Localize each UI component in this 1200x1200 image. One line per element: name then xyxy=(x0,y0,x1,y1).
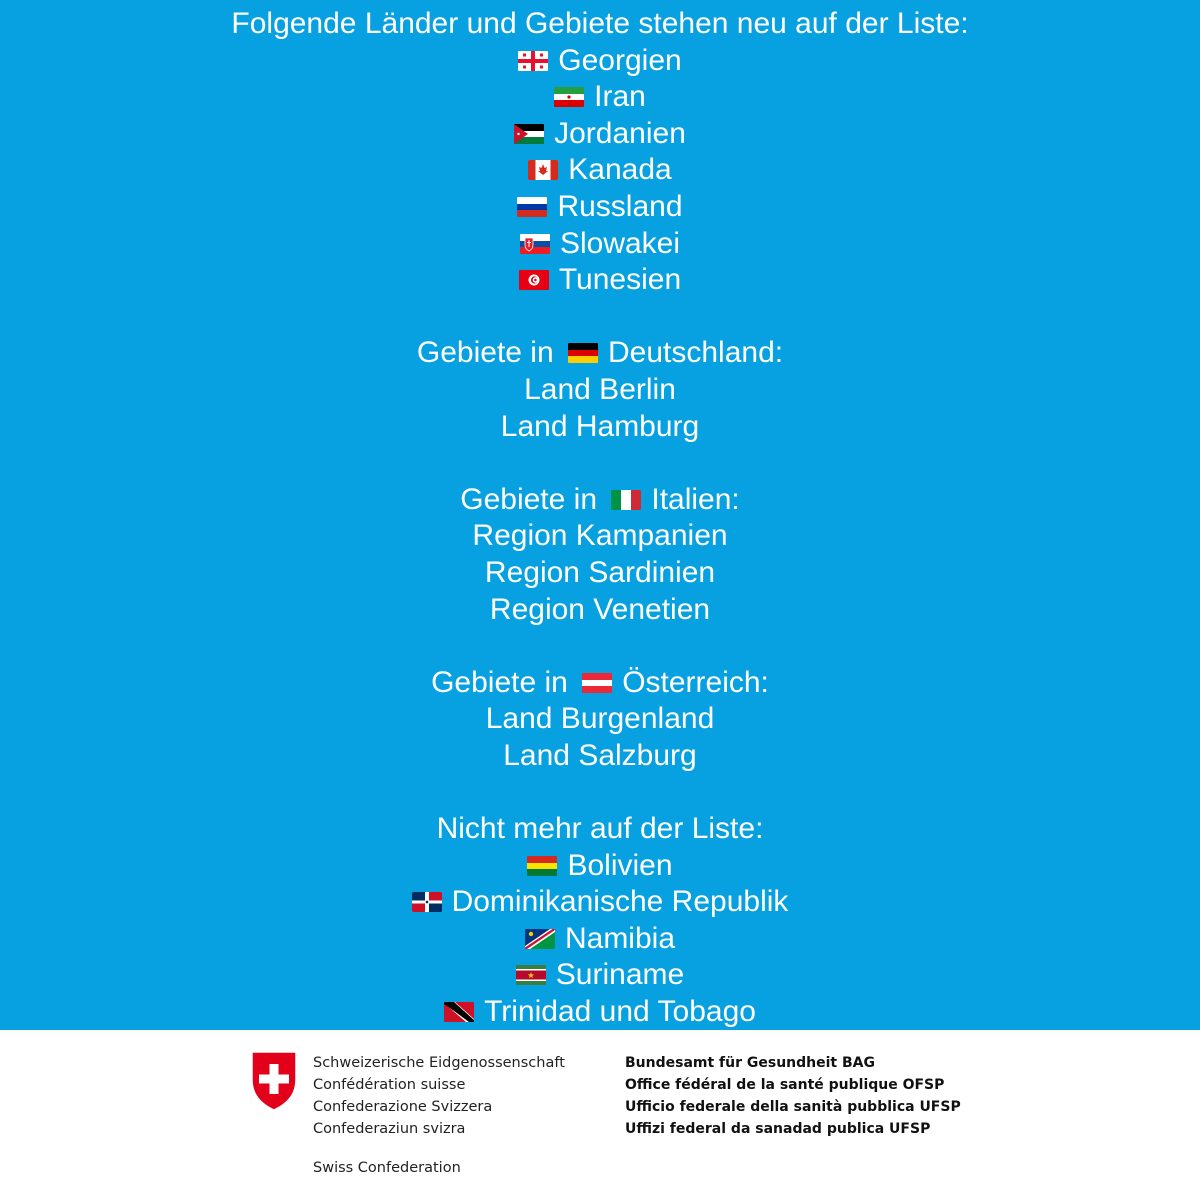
iran-flag-icon xyxy=(554,87,584,107)
country-name: Dominikanische Republik xyxy=(451,885,789,919)
intro-heading: Folgende Länder und Gebiete stehen neu auf der Liste: xyxy=(231,7,969,40)
georgia-flag-icon xyxy=(518,51,548,71)
country-list xyxy=(0,6,1200,1031)
list-item xyxy=(0,79,1200,116)
list-item xyxy=(0,848,1200,885)
list-item xyxy=(0,921,1200,958)
confederation-names xyxy=(313,1052,565,1140)
section-heading-austria xyxy=(0,665,1200,702)
slovakia-flag-icon xyxy=(520,234,550,254)
office-name-de: Bundesamt für Gesundheit BAG xyxy=(625,1055,875,1071)
confederation-name-rm: Confederaziun svizra xyxy=(313,1121,466,1137)
russia-flag-icon xyxy=(517,197,547,217)
canada-flag-icon xyxy=(528,160,558,180)
list-item xyxy=(0,884,1200,921)
dominican-republic-flag-icon xyxy=(412,892,442,912)
list-item xyxy=(0,226,1200,263)
confederation-name-de: Schweizerische Eidgenossenschaft xyxy=(313,1055,565,1071)
list-item xyxy=(0,189,1200,226)
austria-flag-icon xyxy=(582,673,612,693)
namibia-flag-icon xyxy=(525,929,555,949)
bolivia-flag-icon xyxy=(527,856,557,876)
country-name: Slowakei xyxy=(559,226,681,260)
country-name: Bolivien xyxy=(567,848,673,882)
footer xyxy=(0,1030,1200,1200)
spacer xyxy=(0,445,1200,482)
list-item xyxy=(0,262,1200,299)
confederation-name-fr: Confédération suisse xyxy=(313,1077,466,1093)
office-name-it: Ufficio federale della sanità pubblica UFSP xyxy=(625,1099,961,1115)
spacer xyxy=(0,774,1200,811)
list-item: Land Berlin xyxy=(524,372,676,406)
list-item: Region Venetien xyxy=(489,592,711,626)
country-name: Trinidad und Tobago xyxy=(484,995,756,1029)
germany-flag-icon xyxy=(568,343,598,363)
tunisia-flag-icon xyxy=(519,270,549,290)
italy-flag-icon xyxy=(611,490,641,510)
jordan-flag-icon xyxy=(514,124,544,144)
removed-heading: Nicht mehr auf der Liste: xyxy=(436,812,764,846)
list-item: Region Kampanien xyxy=(472,519,728,553)
swiss-confederation-label: Swiss Confederation xyxy=(313,1160,461,1176)
country-name: Suriname xyxy=(555,958,685,992)
suriname-flag-icon xyxy=(516,965,546,985)
spacer xyxy=(0,628,1200,665)
trinidad-and-tobago-flag-icon xyxy=(444,1002,474,1022)
section-prefix: Gebiete in xyxy=(416,336,554,370)
list-item: Land Burgenland xyxy=(485,702,715,736)
section-prefix: Gebiete in xyxy=(460,482,598,516)
list-item xyxy=(0,43,1200,80)
list-item xyxy=(0,957,1200,994)
country-name: Jordanien xyxy=(554,116,686,150)
section-country: Italien: xyxy=(651,482,740,516)
country-name: Russland xyxy=(557,189,683,223)
list-item xyxy=(0,994,1200,1031)
spacer xyxy=(0,299,1200,336)
swiss-coat-of-arms-icon xyxy=(250,1050,298,1112)
list-item: Region Sardinien xyxy=(484,555,716,589)
section-heading-germany xyxy=(0,335,1200,372)
section-country: Deutschland: xyxy=(608,336,784,370)
list-item: Land Hamburg xyxy=(500,409,700,443)
country-name: Kanada xyxy=(568,153,672,187)
country-name: Tunesien xyxy=(558,263,682,297)
section-prefix: Gebiete in xyxy=(431,665,568,699)
country-name: Georgien xyxy=(558,43,682,77)
country-name: Namibia xyxy=(564,921,676,955)
list-item xyxy=(0,152,1200,189)
office-name-rm: Uffizi federal da sanadad publica UFSP xyxy=(625,1121,931,1137)
office-name-fr: Office fédéral de la santé publique OFSP xyxy=(625,1077,945,1093)
country-name: Iran xyxy=(594,80,646,114)
list-item: Land Salzburg xyxy=(503,738,697,772)
section-country: Österreich: xyxy=(622,665,769,699)
list-item xyxy=(0,116,1200,153)
confederation-name-it: Confederazione Svizzera xyxy=(313,1099,493,1115)
office-names xyxy=(625,1052,961,1140)
section-heading-italy xyxy=(0,482,1200,519)
